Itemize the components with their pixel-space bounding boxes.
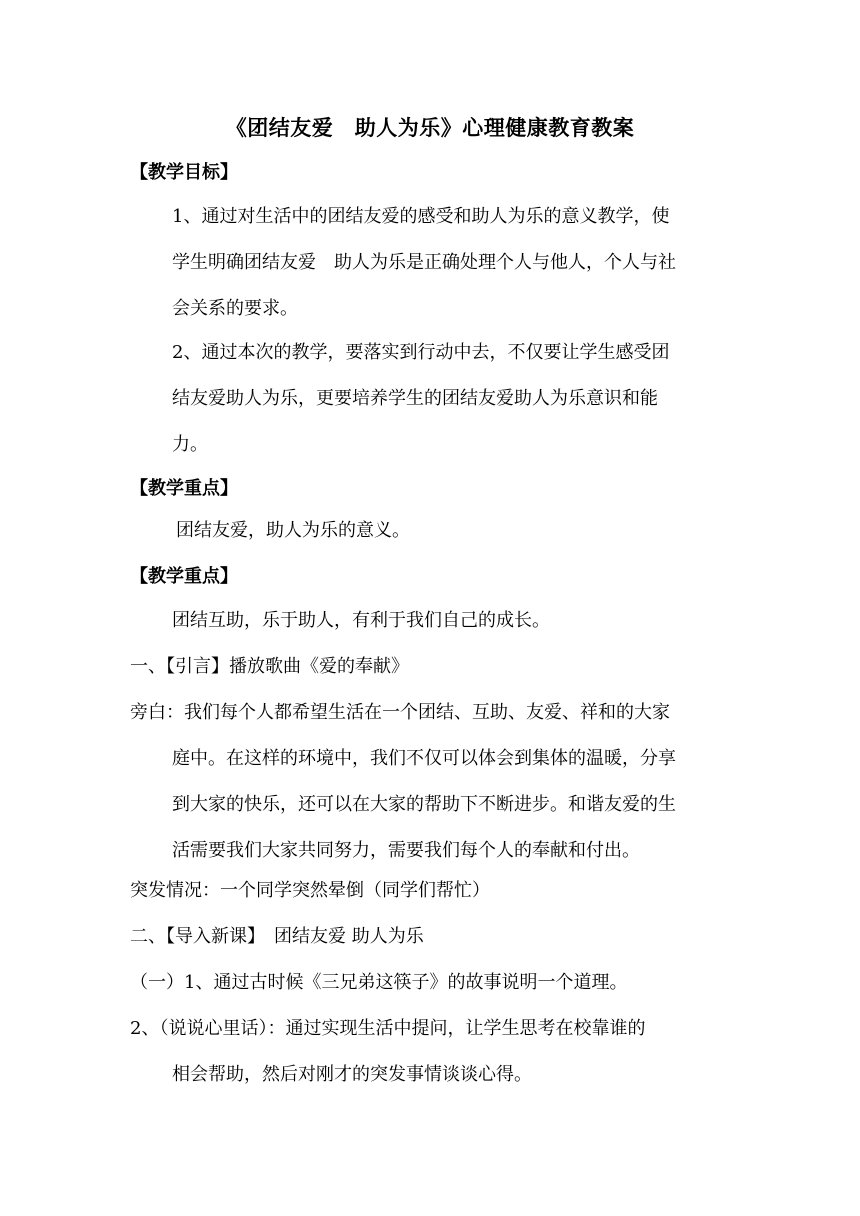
goal-item-1-line: 学生明确团结友爱 助人为乐是正确处理个人与他人，个人与社 [172,252,676,273]
intro-line: 一、【引言】播放歌曲《爱的奉献》 [130,656,409,677]
goal-item-1 [172,194,676,332]
emergency-line: 突发情况：一个同学突然晕倒（同学们帮忙） [130,880,490,901]
narration-line: 旁白：我们每个人都希望生活在一个团结、互助、友爱、祥和的大家 [130,702,670,723]
goal-item-1-line: 1、通过对生活中的团结友爱的感受和助人为乐的意义教学，使 [172,206,670,227]
narration-line: 庭中。在这样的环境中，我们不仅可以体会到集体的温暖，分享 [172,748,676,769]
goal-item-1-line: 会关系的要求。 [172,298,298,319]
narration-line: 到大家的快乐，还可以在大家的帮助下不断进步。和谐友爱的生 [172,794,676,815]
part-2-line: 2、（说说心里话）：通过实现生活中提问，让学生思考在校靠谁的 [130,1018,646,1039]
key-point-2-text: 团结互助，乐于助人，有利于我们自己的成长。 [172,610,550,631]
heading-key-point-2: 【教学重点】 [130,566,238,587]
part-1-line: （一）1、通过古时候《三兄弟这筷子》的故事说明一个道理。 [130,972,628,993]
goal-item-2 [172,330,669,468]
heading-key-point-1: 【教学重点】 [130,478,238,499]
narration-paragraph [130,690,676,874]
part-2-line: 相会帮助，然后对刚才的突发事情谈谈心得。 [172,1064,532,1085]
document-title: 《团结友爱 助人为乐》心理健康教育教案 [225,116,635,140]
goal-item-2-line: 力。 [172,434,208,455]
key-point-1-text: 团结友爱，助人为乐的意义。 [176,520,410,541]
part-2-paragraph [130,1006,645,1098]
new-lesson-line: 二、【导入新课】 团结友爱 助人为乐 [130,926,424,947]
goal-item-2-line: 2、通过本次的教学，要落实到行动中去，不仅要让学生感受团 [172,342,670,363]
heading-teaching-goals: 【教学目标】 [130,162,238,183]
narration-line: 活需要我们大家共同努力，需要我们每个人的奉献和付出。 [172,840,640,861]
goal-item-2-line: 结友爱助人为乐，更要培养学生的团结友爱助人为乐意识和能 [172,388,658,409]
